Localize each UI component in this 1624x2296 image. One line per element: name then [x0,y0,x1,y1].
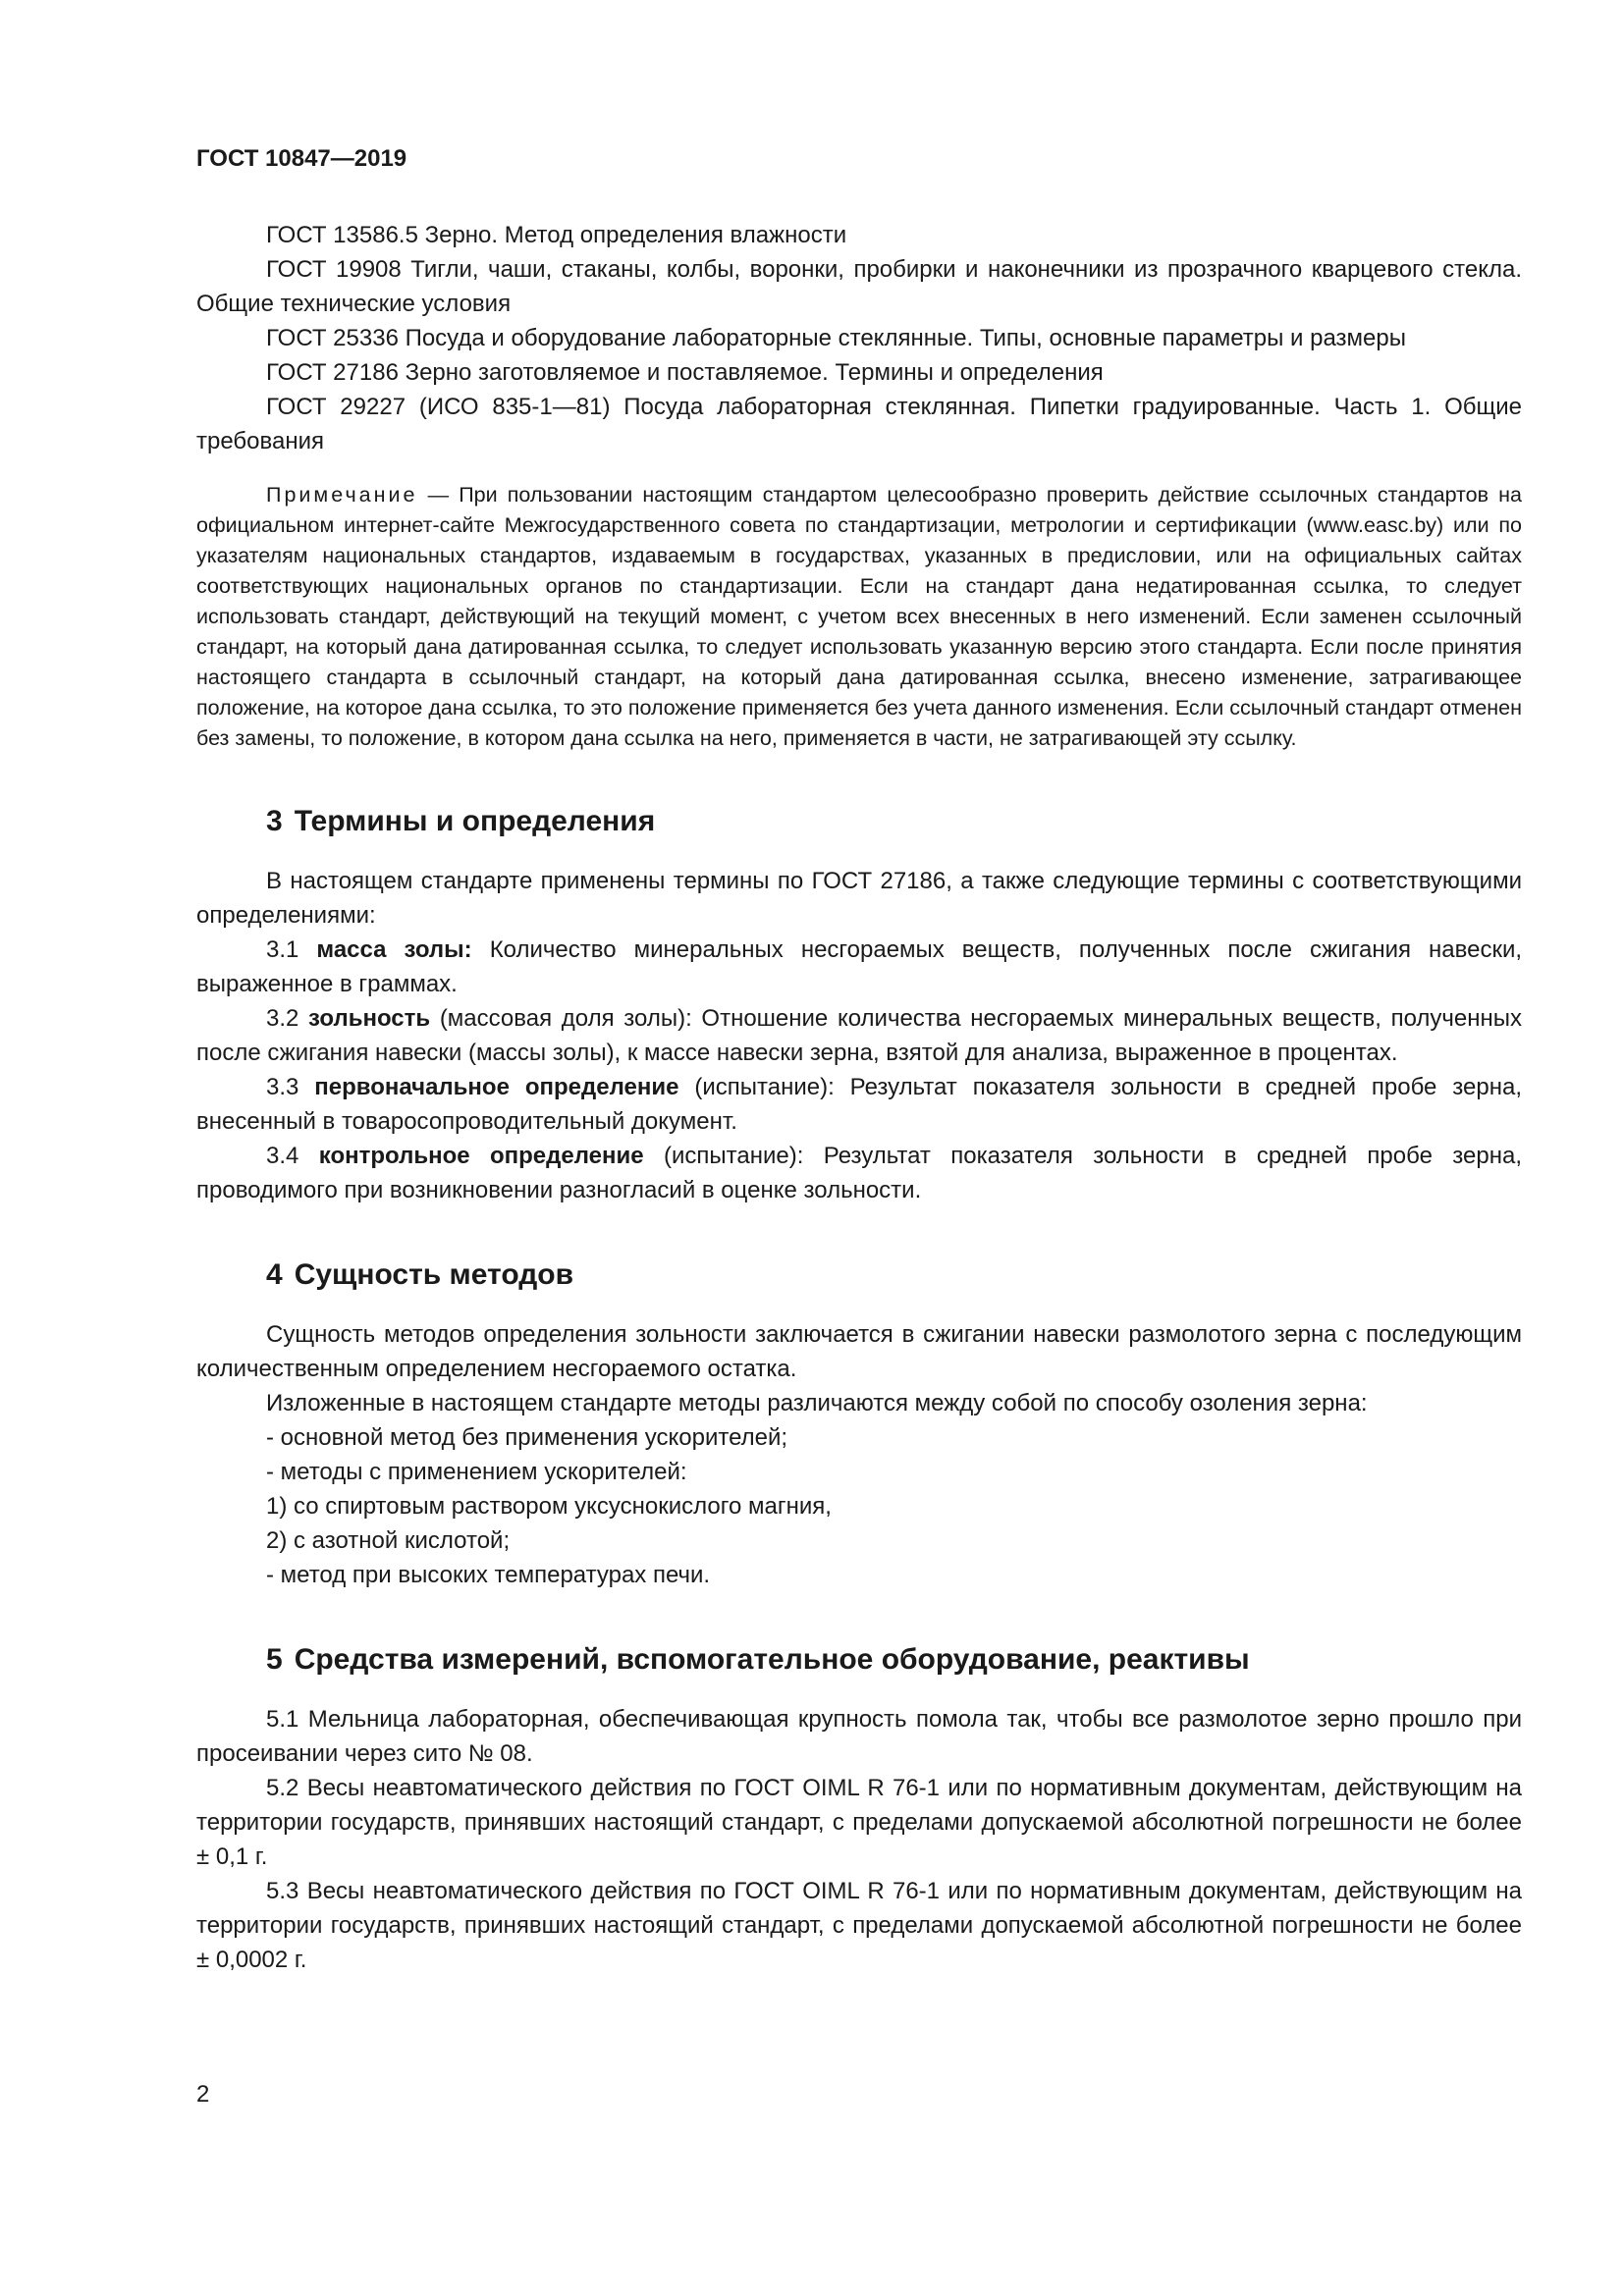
term-definition [196,1001,1522,1070]
list-item: - метод при высоких температурах печи. [266,1562,711,1588]
list-item: 2) с азотной кислотой; [266,1527,511,1554]
section-5-paragraph: 5.3 Весы неавтоматического действия по ГОСТ OIML R 76-1 или по нормативным документам, действующим на территории государств, принявших настоящий стандарт, с пределами допускаемой абсолютной погрешности не более ± 0,0002 г. [196,1878,1522,1973]
section-5-paragraph: 5.1 Мельница лабораторная, обеспечивающая крупность помола так, чтобы все размолотое зерно прошло при просеивании через сито № 08. [196,1706,1522,1767]
term-text: Количество минеральных несгораемых веществ, полученных после сжигания навески, выраженное в граммах. [196,936,1523,997]
reference-item: ГОСТ 27186 Зерно заготовляемое и поставляемое. Термины и определения [266,359,1104,386]
term-name: контрольное определение [318,1143,644,1169]
term-number: 3.3 [266,1074,315,1100]
note-text: — При пользовании настоящим стандартом целесообразно проверить действие ссылочных стандартов на официальном интернет-сайте Межгосударственного совета по стандартизации, метрологии и сертификации (www.easc.by) или по указателям национальных стандартов, издаваемым в государствах, указанных в предисловии, или на официальных сайтах соответствующих национальных органов по стандартизации. Если на стандарт дана недатированная ссылка, то следует использовать стандарт, действующий на текущий момент, с учетом всех внесенных в него изменений. Если заменен ссылочный стандарт, на который дана датированная ссылка, то следует использовать указанную версию этого стандарта. Если после принятия настоящего стандарта в ссылочный стандарт, на который дана датированная ссылка, внесено изменение, затрагивающее положение, на которое дана ссылка, то это положение применяется без учета данного изменения. Если ссылочный стандарт отменен без замены, то положение, в котором дана ссылка на него, применяется в части, не затрагивающей эту ссылку. [196,483,1522,750]
section-5-paragraph: 5.2 Весы неавтоматического действия по ГОСТ OIML R 76-1 или по нормативным документам, действующим на территории государств, принявших настоящий стандарт, с пределами допускаемой абсолютной погрешности не более ± 0,1 г. [196,1775,1522,1870]
term-name: зольность [308,1005,431,1032]
document-page [196,145,1522,1977]
section-4-paragraph: Изложенные в настоящем стандарте методы различаются между собой по способу озоления зерна: [266,1390,1368,1416]
section-title: Средства измерений, вспомогательное оборудование, реактивы [294,1643,1250,1676]
term-number: 3.1 [266,936,317,963]
references-list [196,218,1522,458]
term-definition [196,1070,1522,1139]
reference-item: ГОСТ 25336 Посуда и оборудование лабораторные стеклянные. Типы, основные параметры и размеры [266,325,1406,351]
section-4-heading [266,1258,1522,1292]
section-3-intro: В настоящем стандарте применены термины по ГОСТ 27186, а также следующие термины с соответствующими определениями: [196,868,1522,929]
list-item: - основной метод без применения ускорителей; [266,1424,788,1451]
term-number: 3.2 [266,1005,309,1032]
section-title: Термины и определения [294,805,656,837]
section-number: 4 [266,1258,283,1291]
note-paragraph [196,480,1522,754]
term-name: первоначальное определение [314,1074,679,1100]
list-item: - методы с применением ускорителей: [266,1459,687,1485]
term-name: масса золы: [316,936,472,963]
term-text: (испытание): Результат показателя зольности в средней пробе зерна, внесенный в товаросопроводительный документ. [196,1074,1523,1135]
reference-item: ГОСТ 29227 (ИСО 835-1—81) Посуда лабораторная стеклянная. Пипетки градуированные. Часть 1. Общие требования [196,394,1522,454]
reference-item: ГОСТ 13586.5 Зерно. Метод определения влажности [266,222,847,248]
term-definition [196,933,1522,1001]
section-number: 3 [266,805,283,837]
term-text: (испытание): Результат показателя зольности в средней пробе зерна, проводимого при возникновении разногласий в оценке зольности. [196,1143,1523,1203]
list-item: 1) со спиртовым раствором уксуснокислого магния, [266,1493,832,1520]
section-number: 5 [266,1643,283,1676]
reference-item: ГОСТ 19908 Тигли, чаши, стаканы, колбы, воронки, пробирки и наконечники из прозрачного кварцевого стекла. Общие технические условия [196,256,1522,317]
section-4-paragraph: Сущность методов определения зольности заключается в сжигании навески размолотого зерна с последующим количественным определением несгораемого остатка. [196,1321,1522,1382]
section-5-heading [266,1643,1522,1677]
document-number: ГОСТ 10847—2019 [196,145,407,172]
section-3-heading [266,805,1522,838]
term-text: (массовая доля золы): Отношение количества несгораемых минеральных веществ, полученных после сжигания навески (массы золы), к массе навески зерна, взятой для анализа, выраженное в процентах. [196,1005,1523,1066]
term-definition [196,1139,1522,1207]
term-number: 3.4 [266,1143,319,1169]
note-label: Примечание [266,483,418,507]
section-title: Сущность методов [294,1258,574,1291]
page-number: 2 [196,2081,210,2108]
